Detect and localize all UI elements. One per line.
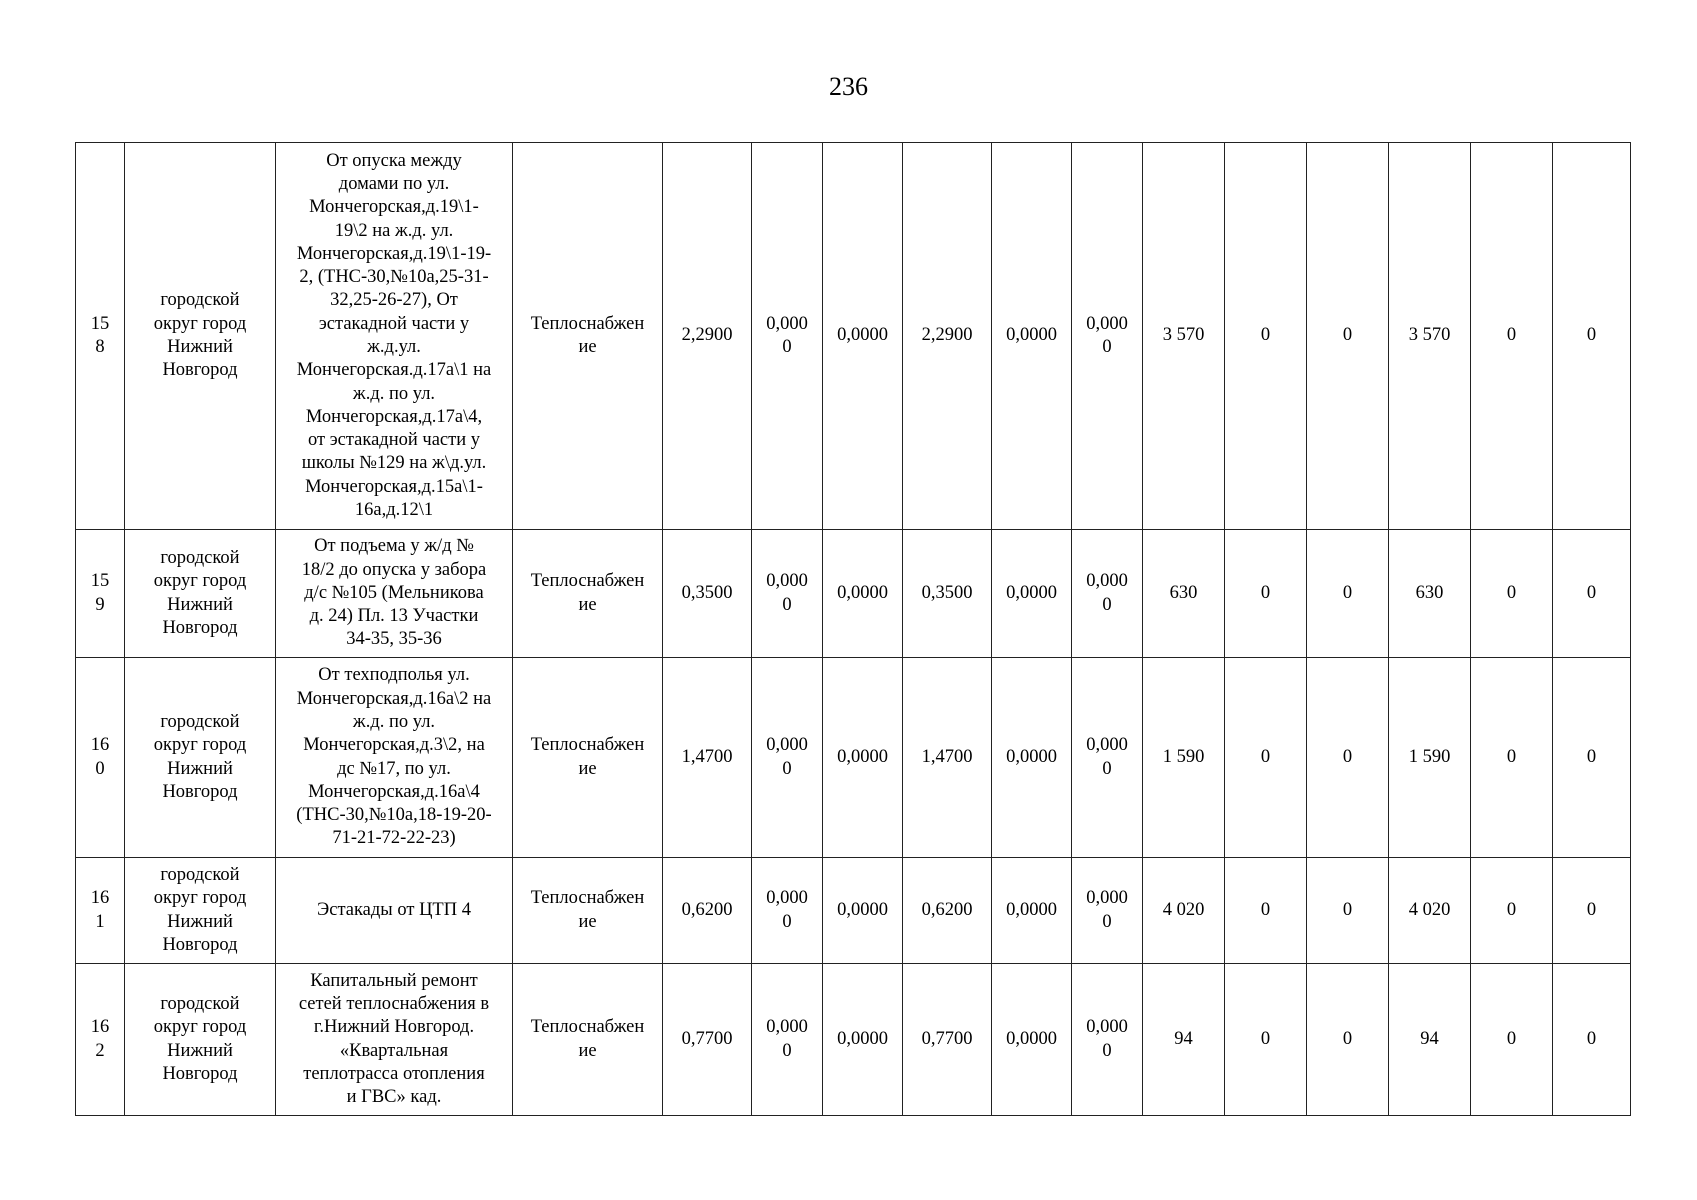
cell-line: Теплоснабжен <box>530 1017 645 1038</box>
cell-line: 0 <box>1102 1040 1112 1061</box>
cell-line: 15 <box>90 571 110 592</box>
row-number <box>76 143 125 530</box>
cell-line: ие <box>578 911 597 932</box>
value-cell-4: 1,4700 <box>903 658 992 858</box>
cell-line: округ город <box>153 1017 247 1038</box>
cell-line: От техподполья ул. <box>318 665 470 686</box>
cell-line: 0 <box>1102 911 1112 932</box>
row-number <box>76 858 125 964</box>
cell-line: ж.д. по ул. <box>352 383 436 404</box>
cell-line: г.Нижний Новгород. <box>313 1017 475 1038</box>
value-cell-12: 0 <box>1553 530 1631 658</box>
value-cell-2 <box>752 658 823 858</box>
value-cell-12: 0 <box>1553 143 1631 530</box>
cell-line: Новгород <box>162 617 238 638</box>
cell-line: городской <box>160 864 240 885</box>
district-cell <box>125 858 276 964</box>
description-cell <box>276 143 513 530</box>
value-cell-3: 0,0000 <box>823 530 903 658</box>
row-number <box>76 658 125 858</box>
cell-line: эстакадной части у <box>318 313 470 334</box>
table-row <box>76 143 1631 530</box>
value-cell-4: 0,3500 <box>903 530 992 658</box>
cell-line: 2, (ТНС-30,№10а,25-31- <box>299 267 489 288</box>
cell-line: Нижний <box>167 758 233 779</box>
value-cell-12: 0 <box>1553 658 1631 858</box>
cell-line: 2 <box>95 1040 105 1061</box>
cell-line: 0,000 <box>1086 888 1128 909</box>
cell-line: 0,000 <box>1086 735 1128 756</box>
value-cell-3: 0,0000 <box>823 143 903 530</box>
cell-line: От подъема у ж/д № <box>314 536 474 557</box>
cell-line: Капитальный ремонт <box>310 970 478 991</box>
cell-line: 0 <box>1102 758 1112 779</box>
cell-line: Мончегорская,д.19\1-19- <box>296 243 492 264</box>
cell-line: ж.д. по ул. <box>352 711 436 732</box>
cell-line: 16а,д.12\1 <box>354 500 434 521</box>
value-cell-5: 0,0000 <box>992 143 1072 530</box>
value-cell-10: 94 <box>1389 964 1471 1116</box>
service-cell <box>513 858 663 964</box>
cell-line: 16 <box>90 888 110 909</box>
service-cell <box>513 658 663 858</box>
value-cell-1: 2,2900 <box>663 143 752 530</box>
cell-line: ие <box>578 594 597 615</box>
cell-line: от эстакадной части у <box>308 430 480 451</box>
cell-line: ие <box>578 758 597 779</box>
table-row <box>76 530 1631 658</box>
cell-line: 0 <box>782 911 792 932</box>
cell-line: 0,000 <box>1086 1017 1128 1038</box>
row-number <box>76 964 125 1116</box>
cell-line: школы №129 на ж\д.ул. <box>301 453 487 474</box>
district-cell <box>125 658 276 858</box>
value-cell-1: 0,6200 <box>663 858 752 964</box>
cell-line: Новгород <box>162 360 238 381</box>
cell-line: сетей теплоснабжения в <box>298 993 490 1014</box>
cell-line: Мончегорская,д.19\1- <box>309 197 479 218</box>
value-cell-2 <box>752 964 823 1116</box>
cell-line: д/с №105 (Мельникова <box>304 582 484 603</box>
cell-line: округ город <box>153 735 247 756</box>
cell-line: «Квартальная <box>339 1040 449 1061</box>
value-cell-3: 0,0000 <box>823 964 903 1116</box>
value-cell-7: 3 570 <box>1143 143 1225 530</box>
cell-line: 16 <box>90 735 110 756</box>
cell-line: ж.д.ул. <box>367 337 421 357</box>
description-cell <box>276 858 513 964</box>
value-cell-5: 0,0000 <box>992 858 1072 964</box>
value-cell-10: 630 <box>1389 530 1471 658</box>
value-cell-6 <box>1072 143 1143 530</box>
value-cell-8: 0 <box>1225 658 1307 858</box>
value-cell-9: 0 <box>1307 530 1389 658</box>
cell-line: От опуска между <box>326 150 462 171</box>
cell-line: 0 <box>1102 594 1112 615</box>
cell-line: Мончегорская,д.15а\1- <box>305 476 483 497</box>
cell-line: 0,000 <box>766 571 808 592</box>
cell-line: 0,000 <box>1086 313 1128 334</box>
value-cell-2 <box>752 530 823 658</box>
value-cell-11: 0 <box>1471 530 1553 658</box>
page-number: 236 <box>829 72 868 101</box>
cell-line: городской <box>160 993 240 1014</box>
cell-line: городской <box>160 290 240 311</box>
cell-line: Теплоснабжен <box>530 735 645 756</box>
cell-line: городской <box>160 547 240 568</box>
cell-line: 8 <box>95 337 105 357</box>
value-cell-9: 0 <box>1307 658 1389 858</box>
value-cell-3: 0,0000 <box>823 858 903 964</box>
cell-line: 0 <box>1102 337 1112 357</box>
cell-line: 0,000 <box>766 888 808 909</box>
cell-line: Теплоснабжен <box>530 571 645 592</box>
value-cell-4: 0,6200 <box>903 858 992 964</box>
table-row <box>76 658 1631 858</box>
value-cell-12: 0 <box>1553 858 1631 964</box>
description-cell <box>276 964 513 1116</box>
value-cell-10: 3 570 <box>1389 143 1471 530</box>
value-cell-2 <box>752 143 823 530</box>
value-cell-6 <box>1072 964 1143 1116</box>
value-cell-11: 0 <box>1471 143 1553 530</box>
value-cell-8: 0 <box>1225 530 1307 658</box>
district-cell <box>125 530 276 658</box>
value-cell-11: 0 <box>1471 964 1553 1116</box>
value-cell-10: 1 590 <box>1389 658 1471 858</box>
cell-line: 19\2 на ж.д. ул. <box>334 220 454 241</box>
cell-line: Нижний <box>167 594 233 615</box>
value-cell-8: 0 <box>1225 143 1307 530</box>
cell-line: 16 <box>90 1017 110 1038</box>
cell-line: Мончегорская.д.17а\1 на <box>296 360 492 381</box>
cell-line: Эстакады от ЦТП 4 <box>317 899 471 920</box>
cell-line: Нижний <box>167 911 233 932</box>
cell-line: городской <box>160 711 240 732</box>
value-cell-9: 0 <box>1307 858 1389 964</box>
cell-line: 0 <box>782 337 792 357</box>
cell-line: округ город <box>153 313 247 334</box>
table-body <box>76 143 1631 1116</box>
value-cell-6 <box>1072 658 1143 858</box>
cell-line: 0 <box>782 758 792 779</box>
description-cell <box>276 530 513 658</box>
value-cell-4: 0,7700 <box>903 964 992 1116</box>
cell-line: 71-21-72-22-23) <box>332 828 456 849</box>
cell-line: Нижний <box>167 1040 233 1061</box>
cell-line: д. 24) Пл. 13 Участки <box>309 606 479 627</box>
cell-line: Мончегорская,д.16а\4 <box>308 781 480 802</box>
value-cell-5: 0,0000 <box>992 658 1072 858</box>
cell-line: 0,000 <box>766 735 808 756</box>
cell-line: Новгород <box>162 934 238 955</box>
cell-line: теплотрасса отопления <box>303 1063 485 1084</box>
cell-line: Нижний <box>167 337 233 357</box>
cell-line: 0 <box>95 758 105 779</box>
value-cell-11: 0 <box>1471 858 1553 964</box>
value-cell-9: 0 <box>1307 143 1389 530</box>
cell-line: округ город <box>153 571 247 592</box>
cell-line: округ город <box>153 888 247 909</box>
value-cell-1: 0,3500 <box>663 530 752 658</box>
cell-line: Мончегорская,д.16а\2 на <box>296 688 492 709</box>
value-cell-11: 0 <box>1471 658 1553 858</box>
cell-line: Новгород <box>162 1063 238 1084</box>
cell-line: 1 <box>95 911 105 932</box>
value-cell-7: 630 <box>1143 530 1225 658</box>
cell-line: Новгород <box>162 781 238 802</box>
row-number <box>76 530 125 658</box>
cell-line: 0,000 <box>766 1017 808 1038</box>
service-cell <box>513 964 663 1116</box>
value-cell-1: 0,7700 <box>663 964 752 1116</box>
value-cell-4: 2,2900 <box>903 143 992 530</box>
value-cell-2 <box>752 858 823 964</box>
cell-line: Теплоснабжен <box>530 888 645 909</box>
value-cell-6 <box>1072 530 1143 658</box>
cell-line: и ГВС» кад. <box>346 1087 442 1108</box>
cell-line: Теплоснабжен <box>530 313 645 334</box>
value-cell-3: 0,0000 <box>823 658 903 858</box>
value-cell-10: 4 020 <box>1389 858 1471 964</box>
value-cell-8: 0 <box>1225 858 1307 964</box>
cell-line: 9 <box>95 594 105 615</box>
cell-line: Мончегорская,д.17а\4, <box>305 406 483 427</box>
cell-line: 0,000 <box>1086 571 1128 592</box>
district-cell <box>125 143 276 530</box>
cell-line: ие <box>578 1040 597 1061</box>
cell-line: 32,25-26-27), От <box>330 290 458 311</box>
cell-line: (ТНС-30,№10а,18-19-20- <box>296 805 492 826</box>
cell-line: 34-35, 35-36 <box>346 629 442 650</box>
cell-line: Мончегорская,д.3\2, на <box>303 735 485 756</box>
value-cell-8: 0 <box>1225 964 1307 1116</box>
cell-line: ие <box>578 337 597 357</box>
value-cell-5: 0,0000 <box>992 530 1072 658</box>
value-cell-6 <box>1072 858 1143 964</box>
table-row <box>76 858 1631 964</box>
value-cell-7: 4 020 <box>1143 858 1225 964</box>
value-cell-1: 1,4700 <box>663 658 752 858</box>
value-cell-12: 0 <box>1553 964 1631 1116</box>
service-cell <box>513 530 663 658</box>
cell-line: дс №17, по ул. <box>337 758 451 779</box>
data-table <box>75 142 1631 1116</box>
value-cell-5: 0,0000 <box>992 964 1072 1116</box>
cell-line: 0,000 <box>766 313 808 334</box>
service-cell <box>513 143 663 530</box>
value-cell-9: 0 <box>1307 964 1389 1116</box>
cell-line: 0 <box>782 1040 792 1061</box>
value-cell-7: 1 590 <box>1143 658 1225 858</box>
table-row <box>76 964 1631 1116</box>
description-cell <box>276 658 513 858</box>
cell-line: 0 <box>782 594 792 615</box>
value-cell-7: 94 <box>1143 964 1225 1116</box>
district-cell <box>125 964 276 1116</box>
cell-line: домами по ул. <box>338 173 450 194</box>
cell-line: 18/2 до опуска у забора <box>301 559 487 580</box>
cell-line: 15 <box>90 313 110 334</box>
